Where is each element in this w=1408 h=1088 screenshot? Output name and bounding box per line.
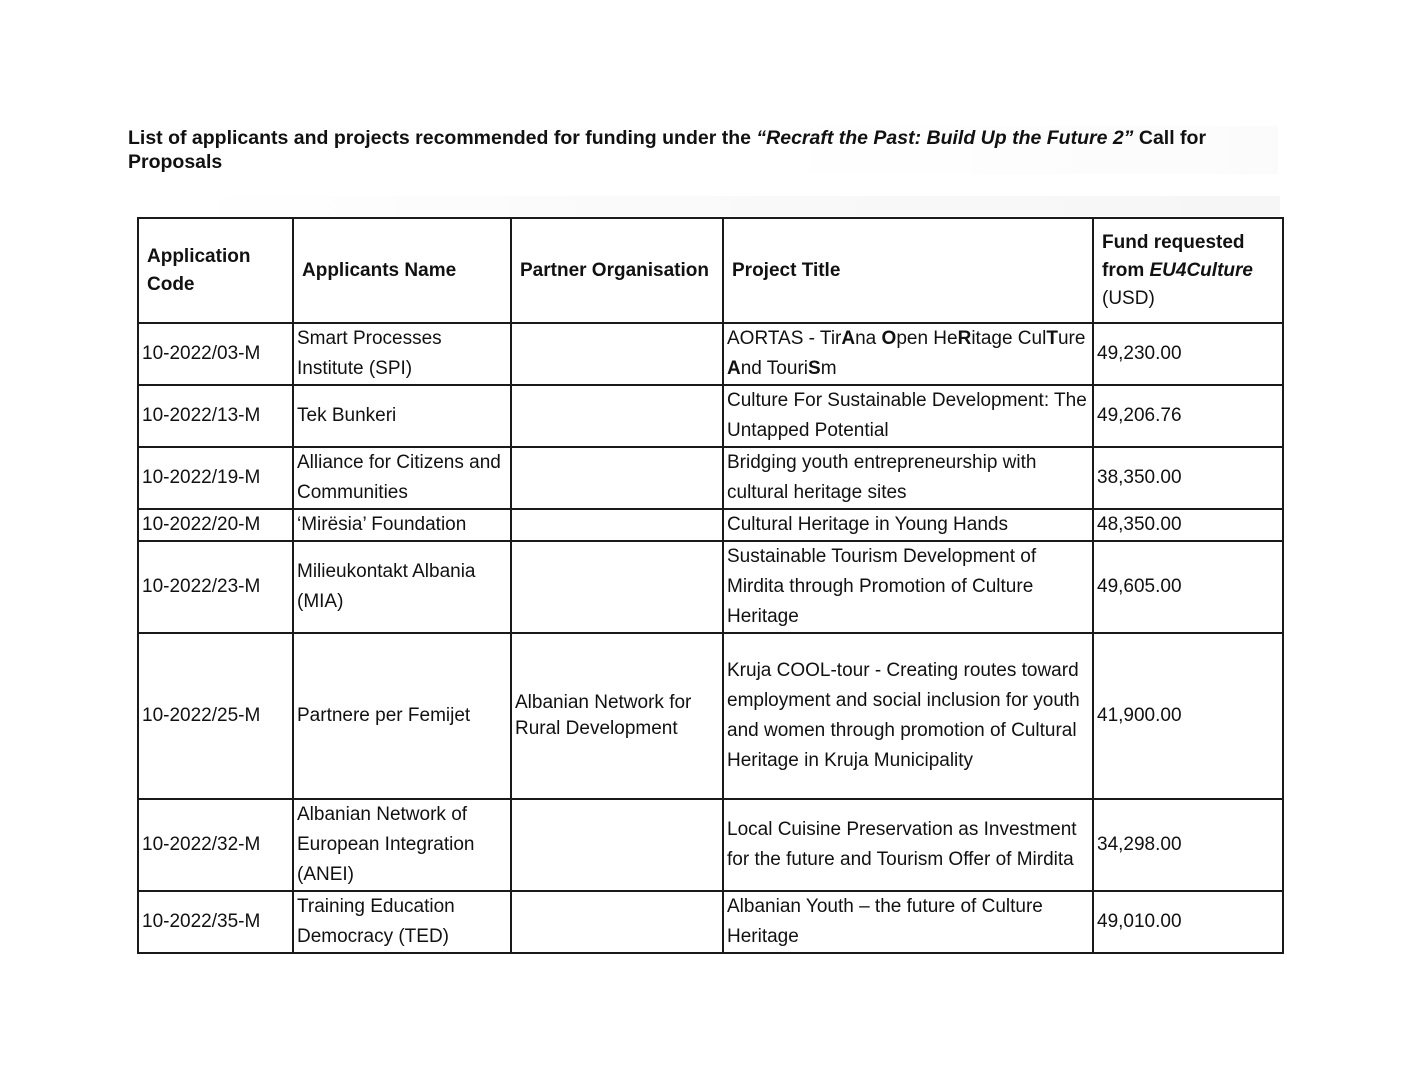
partner-organisation [511,509,723,541]
partner-organisation [511,799,723,891]
title-part-bold: O [881,328,897,349]
partner-organisation [511,891,723,953]
header-project-title: Project Title [723,218,1093,323]
title-part: na [855,328,882,349]
project-title: Cultural Heritage in Young Hands [723,509,1093,541]
applicant-name: Alliance for Citizens and Communities [293,447,511,509]
applicant-name: Smart Processes Institute (SPI) [293,323,511,385]
fund-requested: 48,350.00 [1093,509,1283,541]
table-row [138,323,1283,385]
fund-header-text: Fund requested from [1102,231,1245,281]
title-part-bold: A [727,358,741,379]
applicant-name: Albanian Network of European Integration (ANEI) [293,799,511,891]
applicant-name: ‘Mirësia’ Foundation [293,509,511,541]
application-code: 10-2022/20-M [138,509,293,541]
fund-requested: 38,350.00 [1093,447,1283,509]
fund-requested: 49,230.00 [1093,323,1283,385]
application-code: 10-2022/32-M [138,799,293,891]
header-shading [190,196,1280,216]
application-code: 10-2022/19-M [138,447,293,509]
document-heading [128,126,1278,174]
fund-requested: 49,206.76 [1093,385,1283,447]
title-part-bold: A [841,328,856,349]
title-part: m [820,358,837,379]
table-row [138,891,1283,953]
applicants-table [137,217,1284,954]
title-part: pen He [896,328,958,349]
table-row [138,541,1283,633]
fund-requested: 49,605.00 [1093,541,1283,633]
application-code: 10-2022/23-M [138,541,293,633]
title-part: nd Touri [740,358,808,379]
header-application-code: Application Code [138,218,293,323]
table-row [138,385,1283,447]
project-title [723,323,1093,385]
fund-header-brand: EU4Culture [1149,259,1253,281]
table-row [138,633,1283,799]
application-code: 10-2022/35-M [138,891,293,953]
table-row [138,509,1283,541]
title-part: itage Cul [971,328,1047,349]
table-row [138,447,1283,509]
partner-organisation [511,323,723,385]
header-applicants-name: Applicants Name [293,218,511,323]
fund-requested: 41,900.00 [1093,633,1283,799]
project-title: Sustainable Tourism Development of Mirdita through Promotion of Culture Heritage [723,541,1093,633]
title-part: ure [1057,328,1086,349]
project-title: Bridging youth entrepreneurship with cultural heritage sites [723,447,1093,509]
partner-organisation [511,541,723,633]
title-part-bold: R [957,328,972,349]
fund-requested: 34,298.00 [1093,799,1283,891]
applicant-name: Tek Bunkeri [293,385,511,447]
project-title: Local Cuisine Preservation as Investment for the future and Tourism Offer of Mirdita [723,799,1093,891]
application-code: 10-2022/13-M [138,385,293,447]
table-row [138,799,1283,891]
project-title: Albanian Youth – the future of Culture Heritage [723,891,1093,953]
title-part-bold: S [808,358,821,379]
applicant-name: Milieukontakt Albania (MIA) [293,541,511,633]
fund-requested: 49,010.00 [1093,891,1283,953]
project-title: Kruja COOL-tour - Creating routes toward employment and social inclusion for youth and women through promotion of Cultural Heritage in Kruja Municipality [723,633,1093,799]
project-title: Culture For Sustainable Development: The Untapped Potential [723,385,1093,447]
heading-prefix: List of applicants and projects recommended for funding under the [128,127,757,149]
fund-header-unit: (USD) [1102,287,1155,309]
title-part-bold: T [1046,328,1058,349]
call-name: “Recraft the Past: Build Up the Future 2” [756,127,1134,149]
header-partner-organisation: Partner Organisation [511,218,723,323]
partner-organisation [511,385,723,447]
application-code: 10-2022/03-M [138,323,293,385]
title-part: AORTAS - Tir [727,328,842,349]
partner-organisation: Albanian Network for Rural Development [511,633,723,799]
header-fund-requested [1093,218,1283,323]
partner-organisation [511,447,723,509]
heading-suffix: Call for Proposals [128,127,1207,173]
application-code: 10-2022/25-M [138,633,293,799]
table-header-row [138,218,1283,323]
applicant-name: Training Education Democracy (TED) [293,891,511,953]
applicant-name: Partnere per Femijet [293,633,511,799]
